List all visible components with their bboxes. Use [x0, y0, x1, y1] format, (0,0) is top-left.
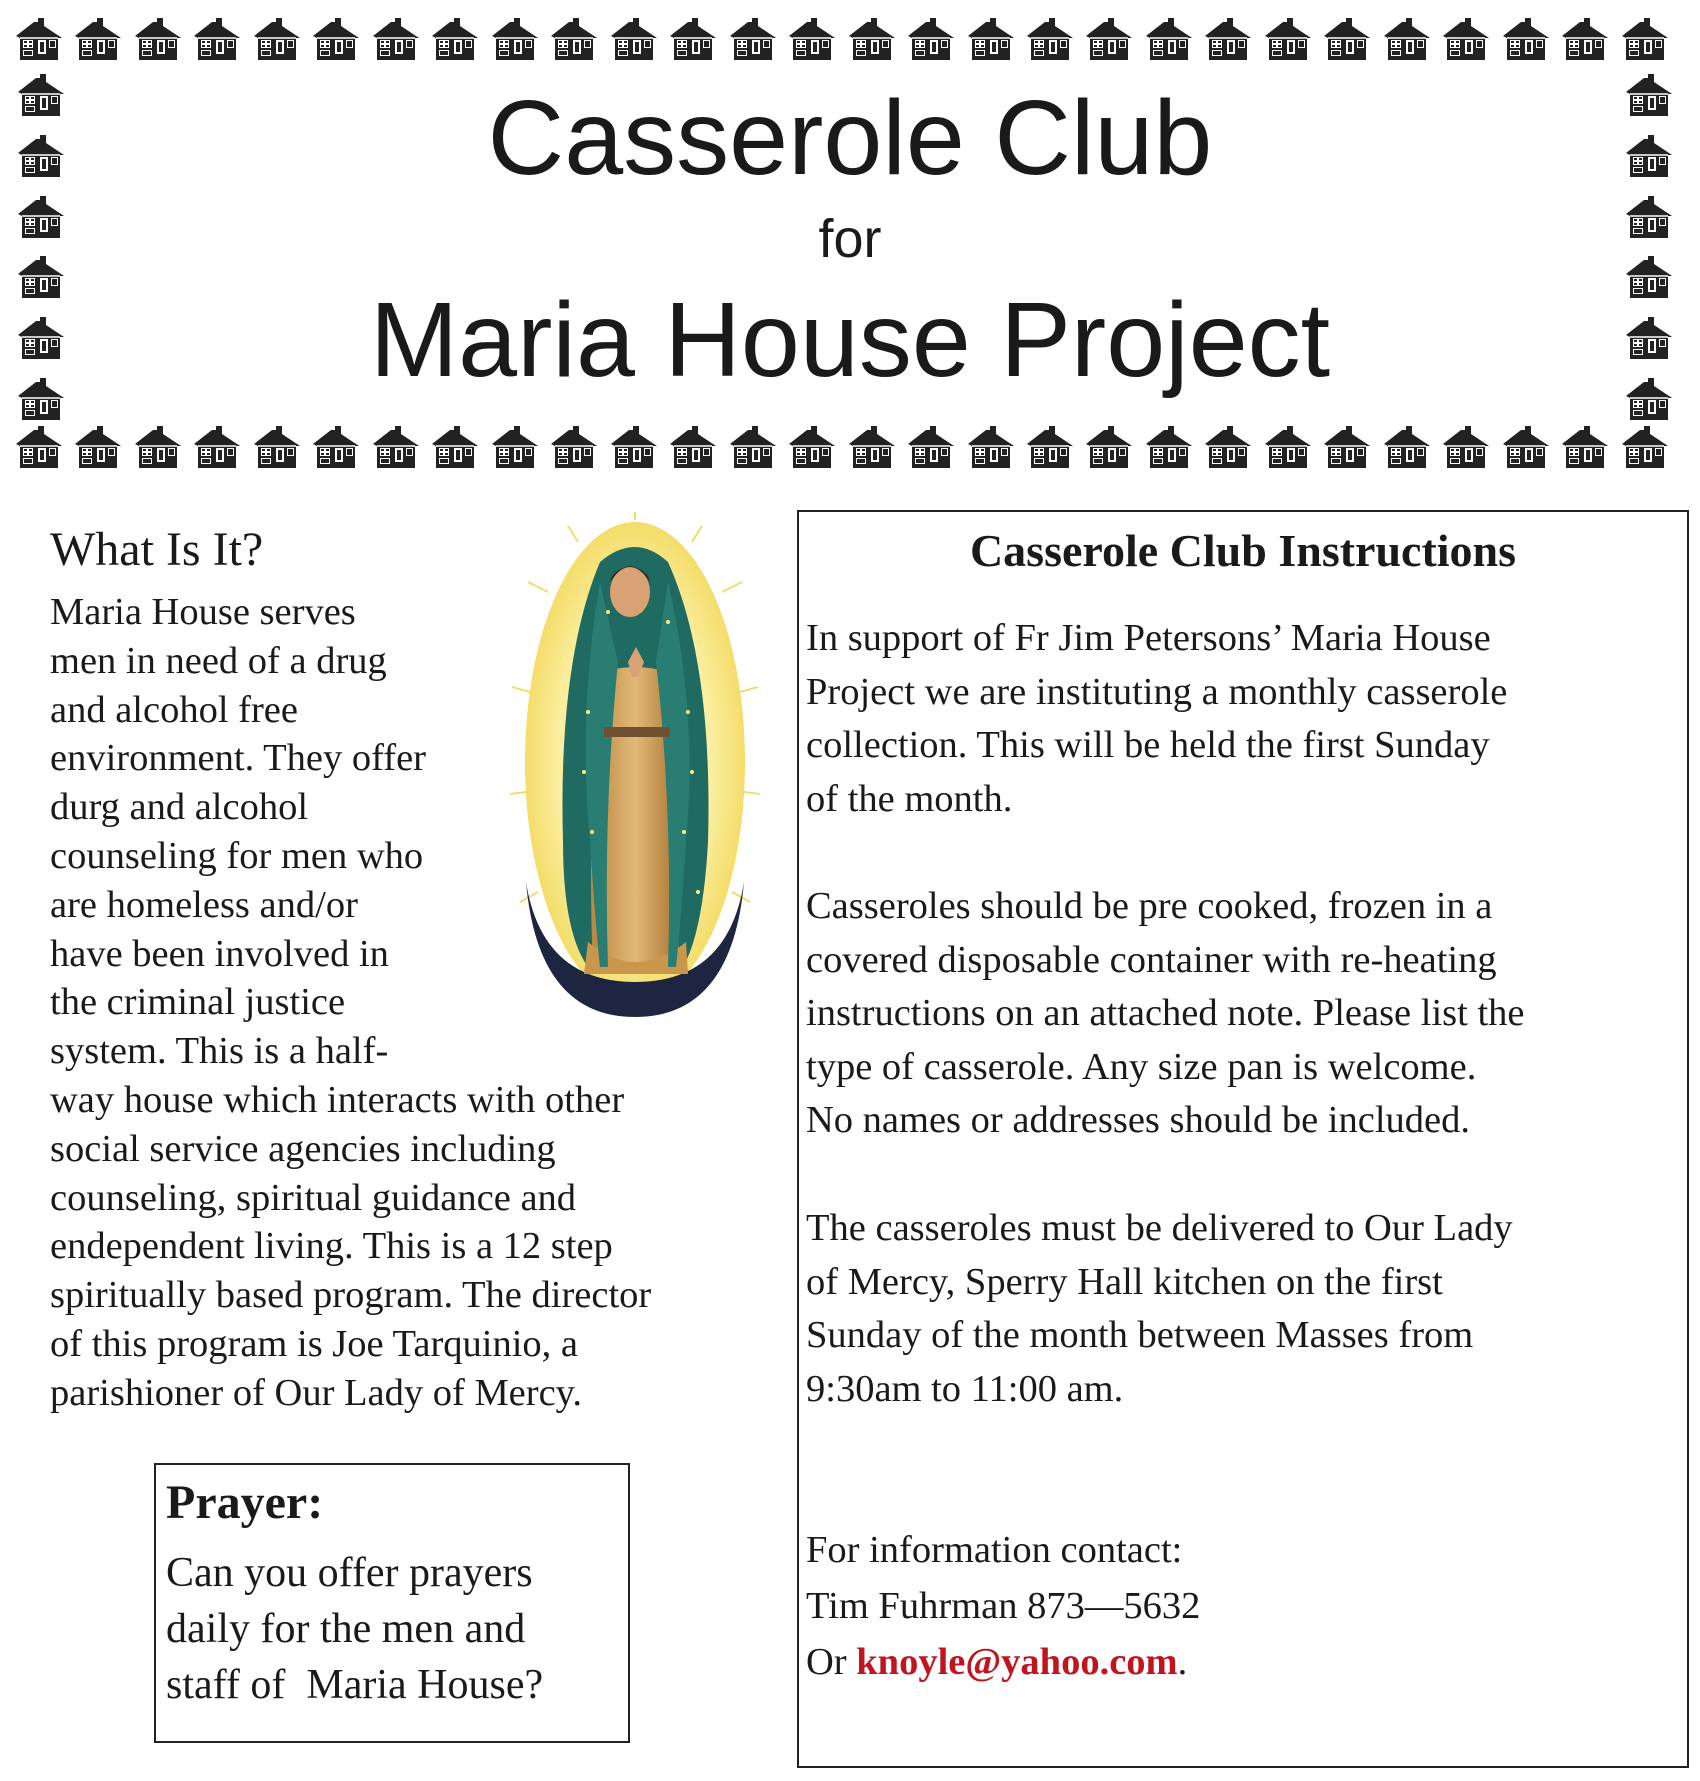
paragraph-line: 9:30am to 11:00 am.	[806, 1367, 1124, 1410]
house-icon	[71, 424, 125, 470]
house-icon	[1023, 16, 1077, 62]
house-icon	[726, 424, 780, 470]
body-line: system. This is a half-	[50, 1030, 389, 1073]
contact-or: Or	[806, 1641, 847, 1683]
paragraph-line: of the month.	[806, 777, 1013, 820]
paragraph-line: Project we are instituting a monthly casserole	[806, 670, 1508, 713]
house-icon	[1320, 16, 1374, 62]
house-icon	[964, 16, 1018, 62]
house-icon	[547, 16, 601, 62]
prayer-box	[154, 1463, 630, 1743]
what-is-it-heading: What Is It?	[50, 523, 264, 576]
house-icon	[309, 16, 363, 62]
house-icon	[666, 424, 720, 470]
house-icon	[785, 424, 839, 470]
house-icon	[964, 424, 1018, 470]
house-icon	[1618, 424, 1672, 470]
prayer-line: Can you offer prayers	[166, 1550, 533, 1596]
house-icon	[190, 16, 244, 62]
house-icon	[1261, 16, 1315, 62]
instructions-paragraph-1	[806, 612, 1686, 826]
house-icon	[190, 424, 244, 470]
house-icon	[845, 16, 899, 62]
contact-phone: Tim Fuhrman 873—5632	[806, 1585, 1201, 1627]
house-icon	[250, 16, 304, 62]
house-icon	[904, 16, 958, 62]
house-icon	[488, 16, 542, 62]
body-line: durg and alcohol	[50, 786, 309, 829]
paragraph-line: Casseroles should be pre cooked, frozen in a	[806, 885, 1493, 927]
house-icon	[607, 16, 661, 62]
instructions-box	[797, 510, 1689, 1768]
body-line: counseling, spiritual guidance and	[50, 1176, 577, 1219]
body-line: the criminal justice	[50, 981, 346, 1024]
house-icon	[428, 16, 482, 62]
prayer-body	[166, 1545, 543, 1713]
house-icon	[666, 16, 720, 62]
page-subtitle: Maria House Project	[369, 281, 1331, 399]
body-line: environment. They offer	[50, 737, 426, 780]
body-line: way house which interacts with other	[50, 1078, 625, 1121]
prayer-heading: Prayer:	[166, 1476, 324, 1529]
page-title: Casserole Club	[487, 79, 1213, 197]
body-line: men in need of a drug	[50, 639, 387, 682]
house-icon	[607, 424, 661, 470]
paragraph-line: covered disposable container with re-heating	[806, 938, 1497, 981]
house-icon	[1380, 16, 1434, 62]
house-icon	[547, 424, 601, 470]
body-line: have been involved in	[50, 932, 389, 975]
house-icon	[1201, 424, 1255, 470]
house-icon	[1201, 16, 1255, 62]
virgin-mary-icon	[508, 512, 763, 1024]
house-icon	[1499, 424, 1553, 470]
house-icon	[1558, 424, 1612, 470]
house-icon	[726, 16, 780, 62]
house-icon	[1499, 16, 1553, 62]
house-icon	[1558, 16, 1612, 62]
border-top	[12, 16, 1672, 66]
house-icon	[1082, 424, 1136, 470]
house-icon	[131, 424, 185, 470]
instructions-paragraph-2	[806, 880, 1686, 1148]
body-line: and alcohol free	[50, 688, 298, 731]
house-icon	[12, 16, 66, 62]
paragraph-line: instructions on an attached note. Please list the	[806, 992, 1525, 1034]
body-line: spiritually based program. The director	[50, 1274, 652, 1317]
house-icon	[1439, 16, 1493, 62]
instructions-paragraph-3	[806, 1202, 1686, 1416]
house-icon	[1261, 424, 1315, 470]
prayer-line: daily for the men and	[166, 1606, 526, 1652]
paragraph-line: type of casserole. Any size pan is welcome.	[806, 1045, 1477, 1088]
house-icon	[1618, 16, 1672, 62]
house-icon	[1142, 424, 1196, 470]
paragraph-line: of Mercy, Sperry Hall kitchen on the first	[806, 1260, 1443, 1303]
house-icon	[250, 424, 304, 470]
body-line: Maria House serves	[50, 591, 356, 633]
body-line: social service agencies including	[50, 1127, 556, 1170]
house-icon	[845, 424, 899, 470]
title-connector: for	[818, 209, 882, 269]
contact-block	[806, 1522, 1686, 1690]
body-line: parishioner of Our Lady of Mercy.	[50, 1371, 583, 1414]
paragraph-line: Sunday of the month between Masses from	[806, 1314, 1474, 1356]
house-icon	[1380, 424, 1434, 470]
house-icon	[369, 16, 423, 62]
body-line: are homeless and/or	[50, 883, 358, 926]
house-icon	[71, 16, 125, 62]
house-icon	[1023, 424, 1077, 470]
house-icon	[12, 424, 66, 470]
house-icon	[488, 424, 542, 470]
body-line: endependent living. This is a 12 step	[50, 1225, 613, 1268]
paragraph-line: No names or addresses should be included.	[806, 1099, 1470, 1141]
contact-email-line	[806, 1634, 1686, 1690]
border-bottom	[12, 424, 1672, 474]
house-icon	[1320, 424, 1374, 470]
house-icon	[785, 16, 839, 62]
house-icon	[131, 16, 185, 62]
paragraph-line: collection. This will be held the first Sunday	[806, 724, 1490, 766]
instructions-heading: Casserole Club Instructions	[969, 525, 1517, 576]
contact-period: .	[1177, 1641, 1188, 1683]
prayer-line: staff of Maria House?	[166, 1662, 544, 1708]
paragraph-line: In support of Fr Jim Petersons’ Maria House	[806, 617, 1491, 659]
house-icon	[369, 424, 423, 470]
body-line: counseling for men who	[50, 834, 424, 877]
house-icon	[1142, 16, 1196, 62]
contact-email-link[interactable]: knoyle@yahoo.com	[856, 1641, 1178, 1683]
house-icon	[1082, 16, 1136, 62]
house-icon	[309, 424, 363, 470]
paragraph-line: The casseroles must be delivered to Our Lady	[806, 1207, 1513, 1249]
house-icon	[904, 424, 958, 470]
house-icon	[1439, 424, 1493, 470]
body-line: of this program is Joe Tarquinio, a	[50, 1322, 579, 1365]
contact-label: For information contact:	[806, 1529, 1183, 1571]
house-icon	[428, 424, 482, 470]
